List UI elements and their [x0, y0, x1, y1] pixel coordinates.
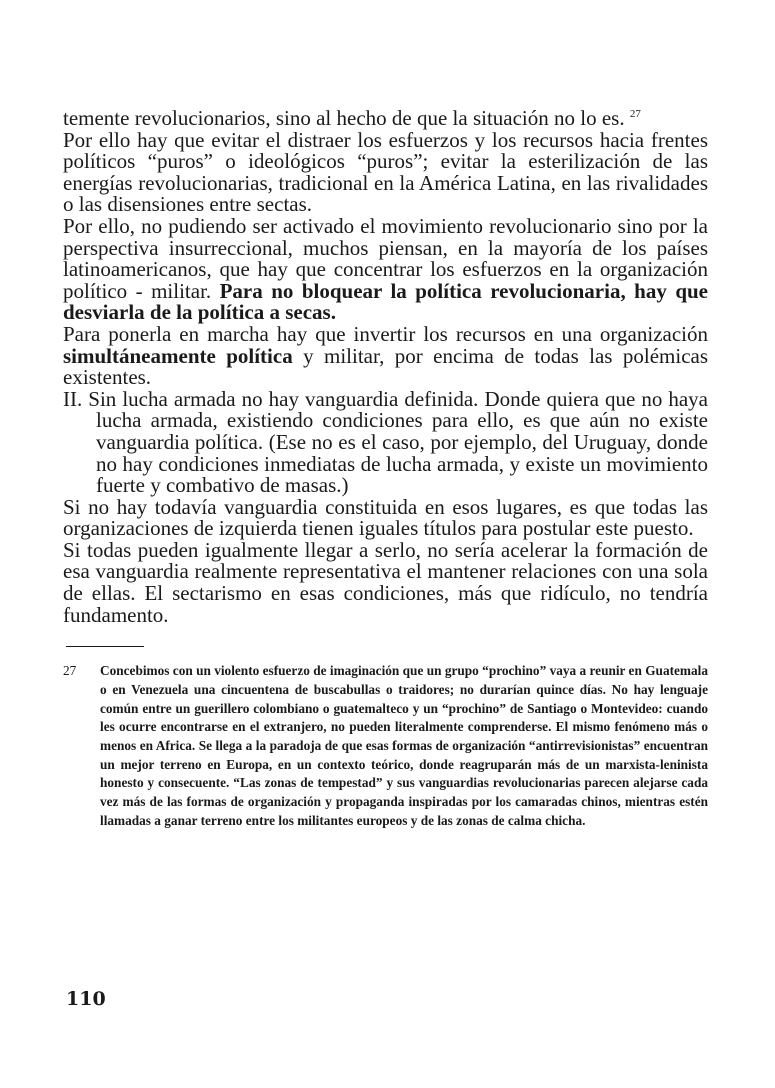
emphasis-text: Para no bloquear la política revolucionaria, hay que desviarla de la política a secas.: [63, 278, 708, 325]
paragraph-3: Por ello, no pudiendo ser activado el movimiento revolucionario sino por la perspectiva insurreccional, muchos piensan, en la mayoría de los países latinoamericanos, que hay que concentrar los esfuerzos en la organización político - militar. Para no bloquear la política revolucionaria, hay que desviarla de la política a secas.: [63, 213, 708, 325]
paragraph-6: Si no hay todavía vanguardia constituida en esos lugares, es que todas las organizaciones de izquierda tienen iguales títulos para postular este puesto.: [63, 494, 708, 541]
page-content: [63, 108, 708, 831]
footnote: [63, 662, 708, 830]
numbered-item-2: II. Sin lucha armada no hay vanguardia definida. Donde quiera que no haya lucha armada, existiendo condiciones para ello, es que aún no existe vanguardia política. (Ese no es el caso, por ejemplo, del Uruguay, donde no hay condiciones inmediatas de lucha armada, y existe un movimiento fuerte y combativo de masas.): [63, 386, 708, 498]
body-text: [63, 108, 708, 626]
footnote-reference[interactable]: 27: [629, 108, 641, 120]
footnote-number: 27: [63, 663, 77, 679]
paragraph-1: temente revolucionarios, sino al hecho de que la situación no lo es. $^{27}$: [63, 106, 641, 130]
paragraph-2: Por ello hay que evitar el distraer los esfuerzos y los recursos hacia frentes políticos “puros” o ideológicos “puros”; evitar la esterilización de las energías revolucionarias, tradicional en la América Latina, en las rivalidades o las disensiones entre sectas.: [63, 127, 708, 217]
paragraph-4: Para ponerla en marcha hay que invertir los recursos en una organización simultáneamente política y militar, por encima de todas las polémicas existentes.: [63, 321, 709, 390]
page-number: 110: [66, 988, 106, 1010]
footnote-text: Concebimos con un violento esfuerzo de imaginación que un grupo “prochino” vaya a reunir en Guatemala o en Venezuela una cincuentena de buscabullas o traidores; no durarían quince días. No hay lenguaje común entre un guerillero colombiano o guatemalteco y un “prochino” de Santiago o Montevideo: cuando les ocurre encontrarse en el extranjero, no pueden literalmente comprenderse. El mismo fenómeno más o menos en Africa. Se llega a la paradoja de que esas formas de organización “antirrevisionistas” encuentran un mejor terreno en Europa, en un contexto teórico, donde reagruparán más de un marxista-leninista honesto y consecuente. “Las zonas de tempestad” y sus vanguardias revolucionarias parecen alejarse cada vez más de las formas de organización y propaganda inspiradas por los camaradas chinos, mientras estén llamadas a ganar terreno entre los militantes europeos y de las zonas de calma chicha.: [100, 663, 708, 828]
item-marker: II.: [63, 386, 83, 411]
footnote-divider: [66, 646, 144, 647]
emphasis-text: simultáneamente política: [63, 343, 293, 368]
paragraph-7: Si todas pueden igualmente llegar a serlo, no sería acelerar la formación de esa vanguardia realmente representativa el mantener relaciones con una sola de ellas. El sectarismo en esas condiciones, más que ridículo, no tendría fundamento.: [63, 537, 708, 627]
